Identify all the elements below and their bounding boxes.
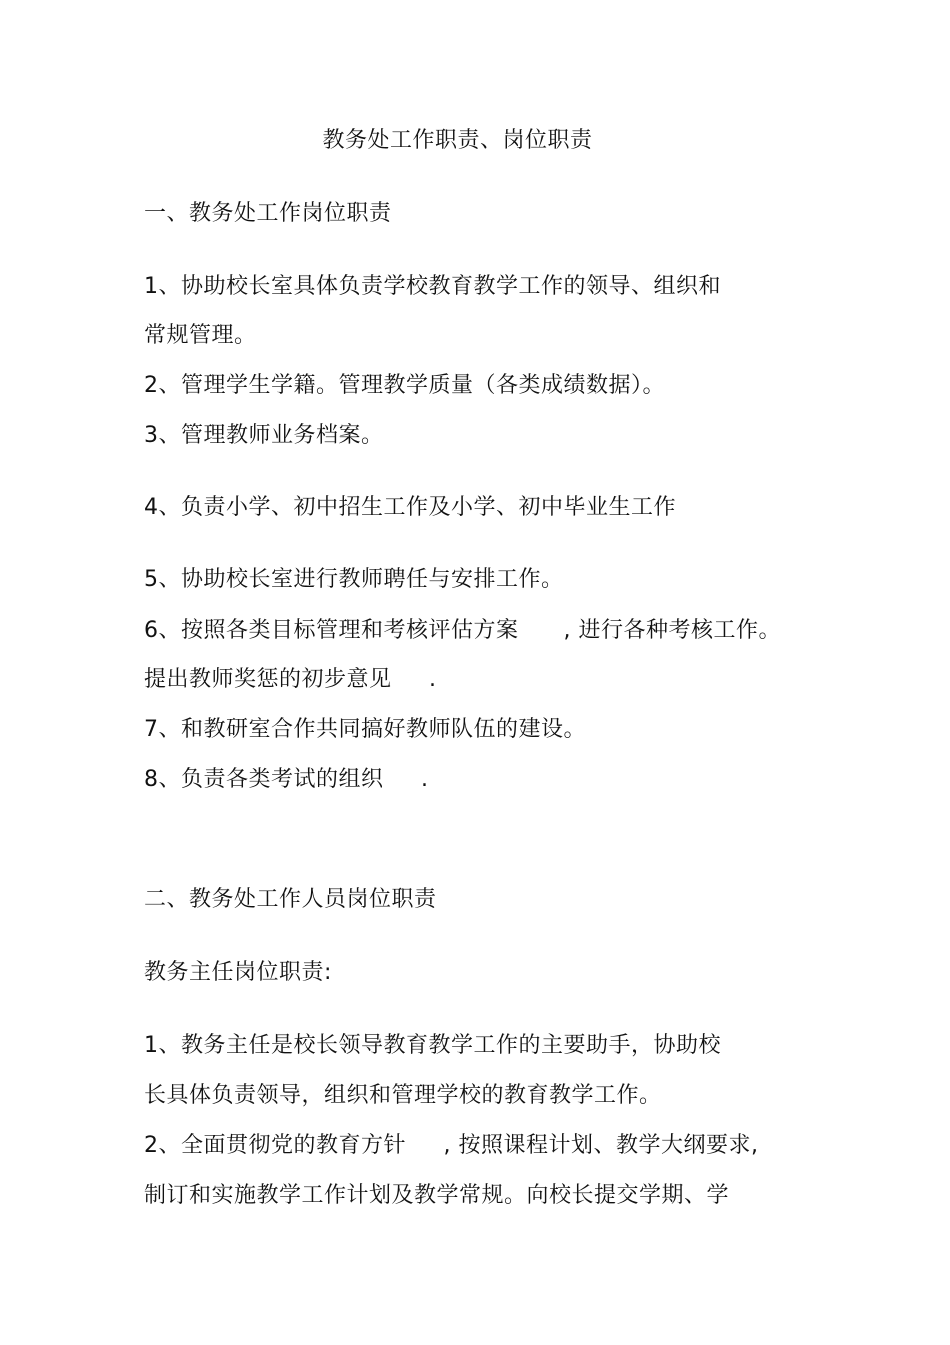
section-1-heading: 一、教务处工作岗位职责 bbox=[144, 201, 392, 226]
section-2-item-line: 2、全面贯彻党的教育方针 , 按照课程计划、教学大纲要求, bbox=[144, 1133, 759, 1158]
section-1-item-line: 常规管理。 bbox=[144, 323, 257, 348]
section-1-item-line: 提出教师奖惩的初步意见 . bbox=[144, 667, 437, 692]
section-1-item-line: 5、协助校长室进行教师聘任与安排工作。 bbox=[144, 567, 564, 592]
section-2-item-line: 长具体负责领导，组织和管理学校的教育教学工作。 bbox=[144, 1083, 662, 1108]
section-2-subheading: 教务主任岗位职责: bbox=[144, 960, 332, 985]
section-1-item-line: 1、协助校长室具体负责学校教育教学工作的领导、组织和 bbox=[144, 274, 721, 299]
section-1-item-line: 7、和教研室合作共同搞好教师队伍的建设。 bbox=[144, 717, 586, 742]
section-1-item-line: 3、管理教师业务档案。 bbox=[144, 423, 384, 448]
section-1-item-line: 4、负责小学、初中招生工作及小学、初中毕业生工作 bbox=[144, 495, 676, 520]
section-1-item-line: 6、按照各类目标管理和考核评估方案 , 进行各种考核工作。 bbox=[144, 618, 781, 643]
document-title: 教务处工作职责、岗位职责 bbox=[322, 128, 593, 153]
section-2-heading: 二、教务处工作人员岗位职责 bbox=[144, 887, 437, 912]
section-2-item-line: 1、教务主任是校长领导教育教学工作的主要助手，协助校 bbox=[144, 1033, 721, 1058]
section-1-item-line: 8、负责各类考试的组织 . bbox=[144, 767, 429, 792]
section-2-item-line: 制订和实施教学工作计划及教学常规。向校长提交学期、学 bbox=[144, 1183, 730, 1208]
section-1-item-line: 2、管理学生学籍。管理教学质量（各类成绩数据）。 bbox=[144, 373, 665, 398]
